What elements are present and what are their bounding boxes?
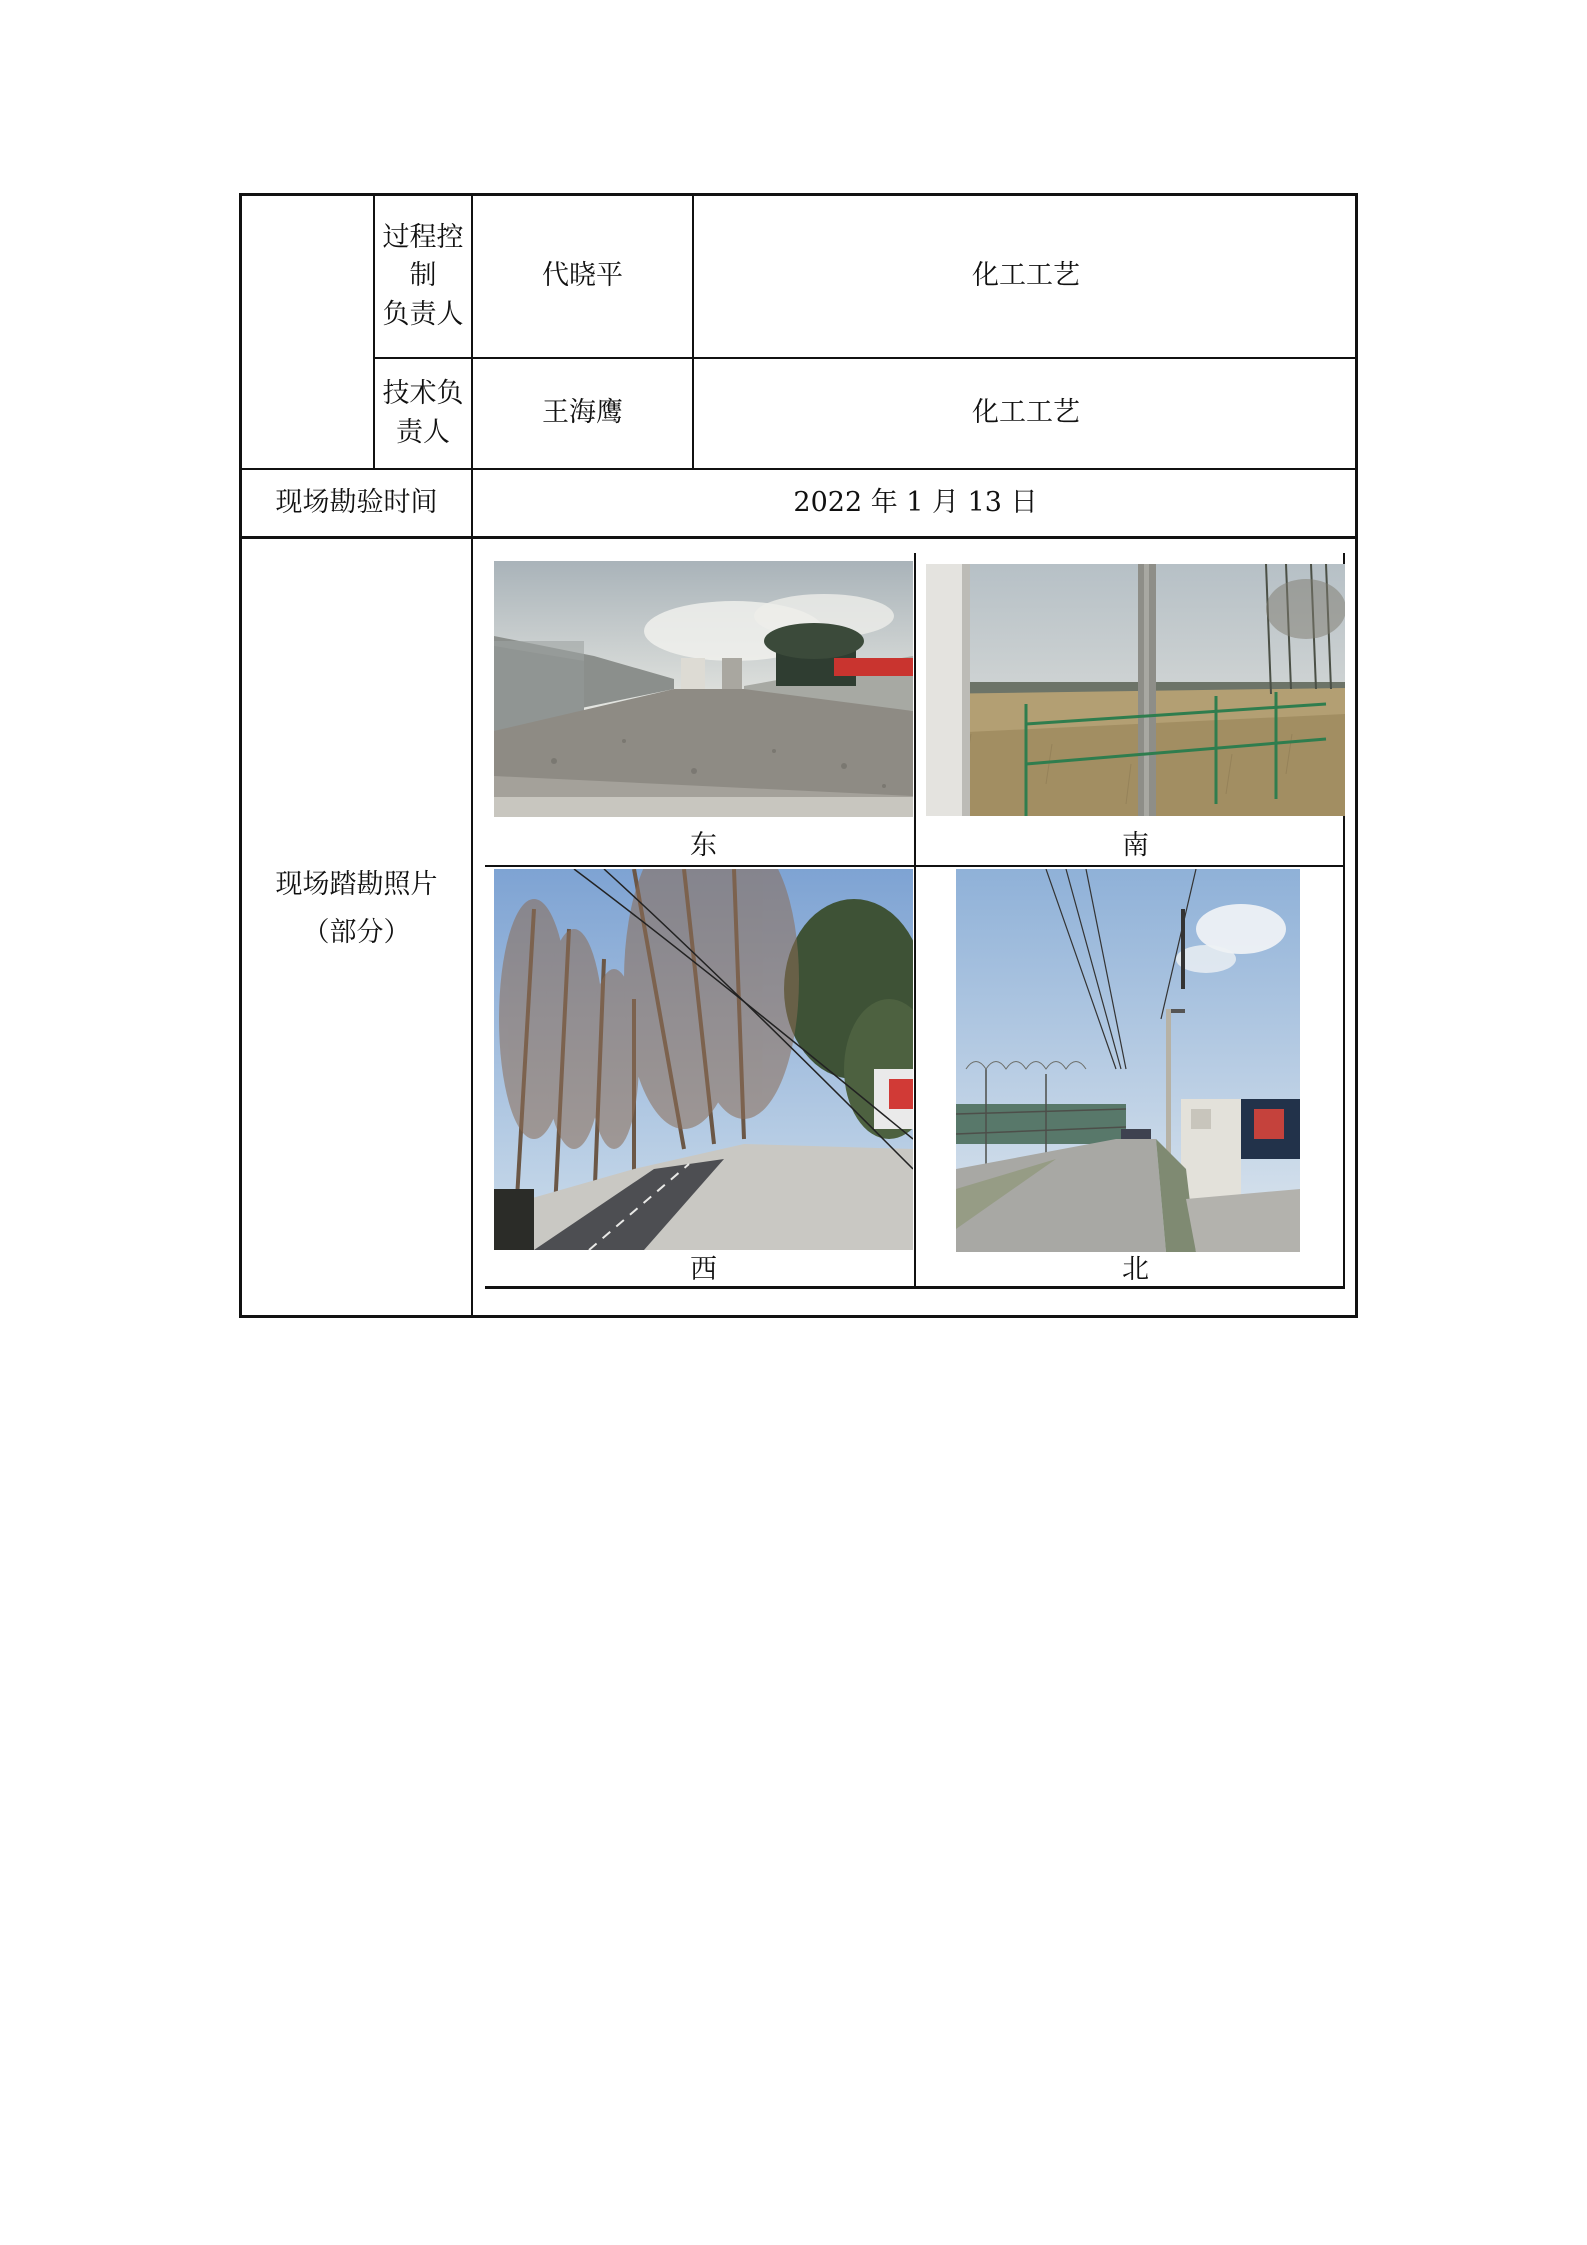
role-label-line: 过程控	[382, 222, 464, 253]
role-label-line: 制	[409, 260, 437, 292]
photo-south	[926, 564, 1345, 816]
person-specialty: 化工工艺	[972, 397, 1080, 429]
photo-east-image	[494, 561, 913, 817]
photo-south-image	[926, 564, 1345, 816]
role-label-line: 负责人	[382, 298, 464, 330]
photos-label-line: （部分）	[302, 916, 411, 948]
survey-time-label: 现场勘验时间	[275, 486, 438, 518]
photo-west	[494, 869, 913, 1250]
photo-north	[956, 869, 1300, 1252]
photos-label-line: 现场踏勘照片	[275, 869, 438, 901]
photo-north-image	[956, 869, 1300, 1252]
survey-time-value: 2022 年 1 月 13 日	[793, 486, 1038, 518]
role-label-line: 责人	[396, 416, 450, 448]
photo-grid-line	[914, 553, 916, 1286]
photo-east	[494, 561, 913, 817]
person-name: 代晓平	[542, 260, 623, 292]
personnel-survey-table	[239, 193, 1358, 1318]
photos-section-label	[242, 539, 471, 1318]
role-label-process-control	[375, 196, 471, 357]
photo-caption-east: 东	[690, 830, 717, 861]
photo-caption-south: 南	[1122, 830, 1149, 861]
photo-grid-line	[485, 1286, 1345, 1289]
photo-west-image	[494, 869, 913, 1250]
photo-caption-west: 西	[690, 1254, 717, 1285]
photo-grid-line	[485, 865, 1345, 867]
person-name: 王海鹰	[542, 397, 623, 429]
role-label-technical	[375, 359, 471, 468]
role-label-line: 技术负	[382, 378, 464, 410]
empty-cell	[242, 196, 373, 468]
person-specialty: 化工工艺	[972, 260, 1080, 292]
photo-caption-north: 北	[1122, 1254, 1149, 1285]
